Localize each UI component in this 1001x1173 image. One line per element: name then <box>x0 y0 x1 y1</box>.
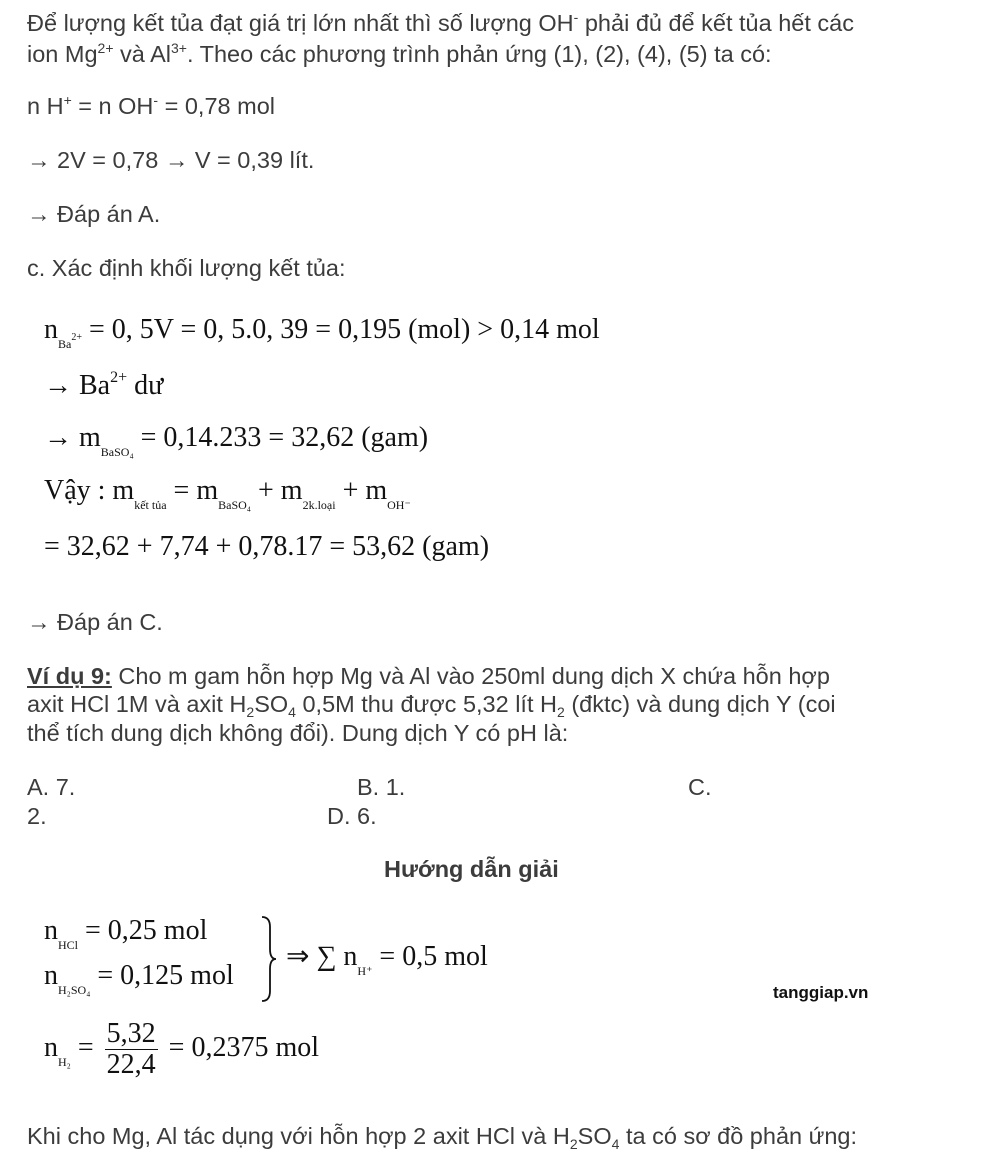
calc-c-row-5: = 32,62 + 7,74 + 0,78.17 = 53,62 (gam) <box>44 531 490 562</box>
n-h2-fraction <box>105 1019 158 1080</box>
n-h2-denominator: 22,4 <box>106 1049 156 1081</box>
example-l2-e: 0,5M thu được 5,32 lít H <box>295 691 557 717</box>
calc-c-r1-sub <box>58 332 82 351</box>
volume-line: → 2V = 0,78 → V = 0,39 lít. <box>27 147 315 173</box>
n-h2-n: n <box>44 1032 58 1063</box>
calc-c-r1-sub-sup: 2+ <box>71 332 82 343</box>
example-l2-f: 2 <box>557 704 565 720</box>
final-c: SO <box>577 1123 612 1149</box>
intro-line-1-b: - <box>573 9 579 25</box>
intro-line-2-a: ion Mg <box>27 41 98 67</box>
calc-c-r4-sub1: kết tủa <box>134 498 167 512</box>
example-line-1 <box>27 662 830 691</box>
sum-h-sub: H⁺ <box>357 964 373 978</box>
n-h2so4-value: = 0,125 mol <box>90 960 234 991</box>
nh-c: = n OH <box>71 93 154 119</box>
intro-line-1 <box>27 9 854 41</box>
calc-c-r3-b: = 0,14.233 = 32,62 (gam) <box>133 422 429 453</box>
calc-c-r3-sub: BaSO₄ <box>100 445 134 459</box>
option-d: D. 6. <box>327 803 377 829</box>
calc-c-r3-a: → m <box>44 422 101 453</box>
n-h2-line <box>44 1016 319 1084</box>
calc-c-r4-d: + m <box>335 475 388 506</box>
sum-h-a: ⇒ ∑ n <box>286 941 358 972</box>
n-h2so4-n: n <box>44 960 58 991</box>
calc-c-row-3 <box>44 421 428 459</box>
option-c-label: C. <box>688 774 712 800</box>
nh-b: + <box>63 92 72 108</box>
solution-heading: Hướng dẫn giải <box>384 856 559 882</box>
answer-c-line: → Đáp án C. <box>27 609 163 635</box>
final-a: Khi cho Mg, Al tác dụng với hỗn hợp 2 axit HCl và H <box>27 1123 570 1149</box>
sum-h-value: = 0,5 mol <box>372 941 488 972</box>
calc-c-row-4 <box>44 474 411 512</box>
option-b: B. 1. <box>357 774 406 800</box>
n-hcl-value: = 0,25 mol <box>78 915 208 946</box>
intro-line-2 <box>27 40 772 72</box>
watermark: tanggiap.vn <box>773 983 869 1002</box>
calc-c-r4-sub2: BaSO₄ <box>218 498 251 512</box>
n-hcl-n: n <box>44 915 58 946</box>
intro-line-2-c: và Al <box>113 41 171 67</box>
nh-e: = 0,78 mol <box>158 93 275 119</box>
final-b: 2 <box>569 1136 578 1152</box>
intro-line-2-d: 3+ <box>171 40 187 56</box>
example-l2-g: (đktc) và dung dịch Y (coi <box>564 691 836 717</box>
option-a: A. 7. <box>27 774 76 800</box>
option-c-value: 2. <box>27 803 47 829</box>
answer-a-line: → Đáp án A. <box>27 201 161 227</box>
n-h2so4-line <box>44 959 234 997</box>
final-line <box>27 1122 857 1154</box>
intro-line-1-c: phải đủ để kết tủa hết các <box>578 10 854 36</box>
calc-c-r1-sub-text: Ba <box>58 337 72 351</box>
example-l2-a: axit HCl 1M và axit H <box>27 691 247 717</box>
calc-c-row-2 <box>44 369 163 407</box>
n-h2so4-sub: H₂SO₄ <box>58 983 91 997</box>
calc-c-r4-c: + m <box>250 475 303 506</box>
calc-c-r4-a: Vậy : m <box>44 475 135 506</box>
intro-line-2-b: 2+ <box>97 40 114 56</box>
n-h2-value: = 0,2375 mol <box>161 1032 320 1063</box>
intro-line-2-e: . Theo các phương trình phản ứng (1), (2), (4), (5) ta có: <box>186 41 772 67</box>
final-e: ta có sơ đồ phản ứng: <box>619 1123 858 1149</box>
sum-h-line <box>286 940 488 978</box>
example-line-3: thể tích dung dịch không đổi). Dung dịch Y có pH là: <box>27 720 569 746</box>
intro-line-1-a: Để lượng kết tủa đạt giá trị lớn nhất thì số lượng OH <box>27 10 574 36</box>
n-h2-numerator: 5,32 <box>106 1018 156 1050</box>
calc-c-r2-a: → Ba <box>44 370 111 401</box>
n-hcl-line <box>44 914 207 952</box>
calc-c-r4-b: = m <box>166 475 219 506</box>
final-d: 4 <box>611 1136 620 1152</box>
nh-a: n H <box>27 93 64 119</box>
example-l1-text: Cho m gam hỗn hợp Mg và Al vào 250ml dung dịch X chứa hỗn hợp <box>111 663 830 689</box>
calc-c-row-1 <box>44 313 600 353</box>
calc-c-r1-rest: = 0, 5V = 0, 5.0, 39 = 0,195 (mol) > 0,14 mol <box>81 314 600 345</box>
nh-d: - <box>153 92 159 108</box>
n-h2-sub: H₂ <box>58 1055 71 1069</box>
nh-equation <box>27 92 275 124</box>
calc-c-r1-n: n <box>44 314 58 345</box>
n-hcl-sub: HCl <box>58 938 79 952</box>
example-l2-c: SO <box>254 691 289 717</box>
n-h2-eq: = <box>70 1032 101 1063</box>
example-label: Ví dụ 9: <box>27 663 112 689</box>
example-l2-d: 4 <box>288 704 296 720</box>
calc-c-r2-b: dư <box>127 370 164 401</box>
example-line-2 <box>27 690 836 722</box>
part-c-heading: c. Xác định khối lượng kết tủa: <box>27 255 346 281</box>
calc-c-r4-sub3: 2k.loại <box>302 498 336 512</box>
calc-c-r2-sup: 2+ <box>110 369 128 386</box>
example-l2-b: 2 <box>246 704 255 720</box>
calc-c-r4-sub4: OH⁻ <box>387 498 411 512</box>
right-brace-icon <box>258 915 278 1003</box>
